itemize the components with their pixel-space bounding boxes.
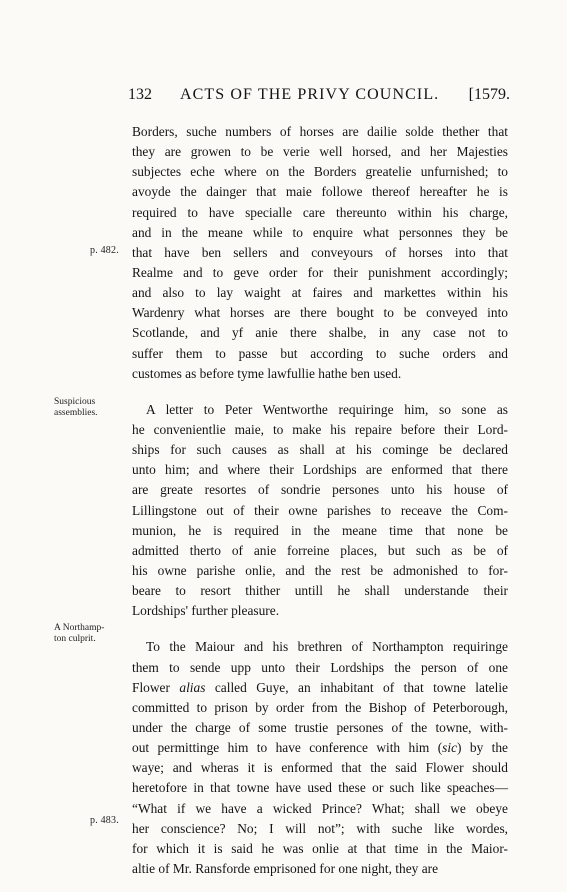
margin-page-ref-482: p. 482. bbox=[90, 245, 119, 256]
margin-note-northampton-culprit bbox=[54, 623, 104, 645]
text-line: and in the meane while to enquire what personnes they be bbox=[132, 224, 508, 240]
margin-note-line: ton culprit. bbox=[54, 634, 96, 644]
text-line: he convenientlie maie, to make his repaire before their Lord- bbox=[132, 421, 508, 437]
text-line: under the charge of some trustie persones of the towne, with- bbox=[132, 719, 508, 735]
text-line: To the Maiour and his brethren of Northampton requiringe bbox=[146, 639, 508, 655]
text-line: suffer them to passe but according to suche orders and bbox=[132, 345, 508, 361]
text-line: committed to prison by order from the Bishop of Peterborough, bbox=[132, 699, 508, 715]
margin-page-ref-483: p. 483. bbox=[90, 815, 119, 826]
text-line: and also to lay waight at faires and markettes within his bbox=[132, 285, 508, 301]
text-line: Scotlande, and yf anie there shalbe, in any case not to bbox=[132, 325, 508, 341]
margin-note-suspicious-assemblies bbox=[54, 397, 98, 419]
text-line: that have ben sellers and conveyours of horses into that bbox=[132, 244, 508, 260]
text-line: avoyde the dainger that maie followe thereof hereafter he is bbox=[132, 184, 508, 200]
text-line: unto him; and where their Lordships are enformed that there bbox=[132, 462, 508, 478]
margin-note-line: assemblies. bbox=[54, 408, 98, 418]
page-number: 132 bbox=[128, 86, 152, 103]
text-line: required to have specialle care thereunto within his charge, bbox=[132, 204, 508, 220]
text-line: Lordships' further pleasure. bbox=[132, 603, 280, 619]
text-line: his owne parishe onlie, and the rest be admonished to for- bbox=[132, 562, 508, 578]
text-line: Flower alias called Guye, an inhabitant of that towne latelie bbox=[132, 679, 508, 695]
paragraph bbox=[132, 637, 508, 879]
text-line: for which it is said he was onlie at that time in the Maior- bbox=[132, 840, 508, 856]
body-text bbox=[132, 122, 508, 879]
text-line: waye; and wheras it is enformed that the said Flower should bbox=[132, 760, 508, 776]
text-line: Lillingstone out of their owne parishes to receave the Com- bbox=[132, 502, 508, 518]
text-line: altie of Mr. Ransforde emprisoned for one night, they are bbox=[132, 860, 439, 876]
text-line: munion, he is required in the meane time that none be bbox=[132, 522, 508, 538]
text-line: them to sende upp unto their Lordships the person of one bbox=[132, 659, 508, 675]
text-line: they are growen to be verie well horsed, and her Majesties bbox=[132, 144, 508, 160]
text-line: heretofore in that towne have used these or such like speaches— bbox=[132, 780, 508, 796]
text-line: out permittinge him to have conference with him (sic) by the bbox=[132, 740, 509, 756]
text-line: her conscience? No; I will not”; with suche like wordes, bbox=[132, 820, 508, 836]
running-title: ACTS OF THE PRIVY COUNCIL. bbox=[180, 86, 440, 103]
text-line: Borders, suche numbers of horses are dailie solde thether that bbox=[132, 124, 508, 139]
text-line: subjectes eche where on the Borders greatelie unfurnished; to bbox=[132, 164, 508, 180]
paragraph bbox=[132, 122, 508, 384]
text-line: Realme and to geve order for their punishment accordingly; bbox=[132, 264, 508, 280]
text-line: are greate resortes of sondrie persones unto his house of bbox=[132, 482, 508, 498]
text-line: “What if we have a wicked Prince? What; shall we obeye bbox=[132, 800, 508, 816]
paragraph bbox=[132, 400, 508, 622]
margin-note-line: Suspicious bbox=[54, 397, 96, 407]
text-line: customes as before tyme lawfullie hathe ben used. bbox=[132, 365, 402, 381]
text-line: Wardenry what horses are there bought to be conveyed into bbox=[132, 305, 508, 321]
text-line: ships for such causes as shall at his cominge be declared bbox=[132, 442, 508, 458]
text-line: admitted therto of anie forreine places, but such as be of bbox=[132, 542, 508, 558]
text-line: beare to resort thither untill he shall understande their bbox=[132, 583, 508, 599]
year-marker: [1579. bbox=[468, 86, 510, 103]
text-line: A letter to Peter Wentworthe requiringe him, so sone as bbox=[146, 401, 508, 417]
running-header bbox=[118, 86, 510, 110]
margin-note-line: A Northamp- bbox=[54, 623, 105, 633]
